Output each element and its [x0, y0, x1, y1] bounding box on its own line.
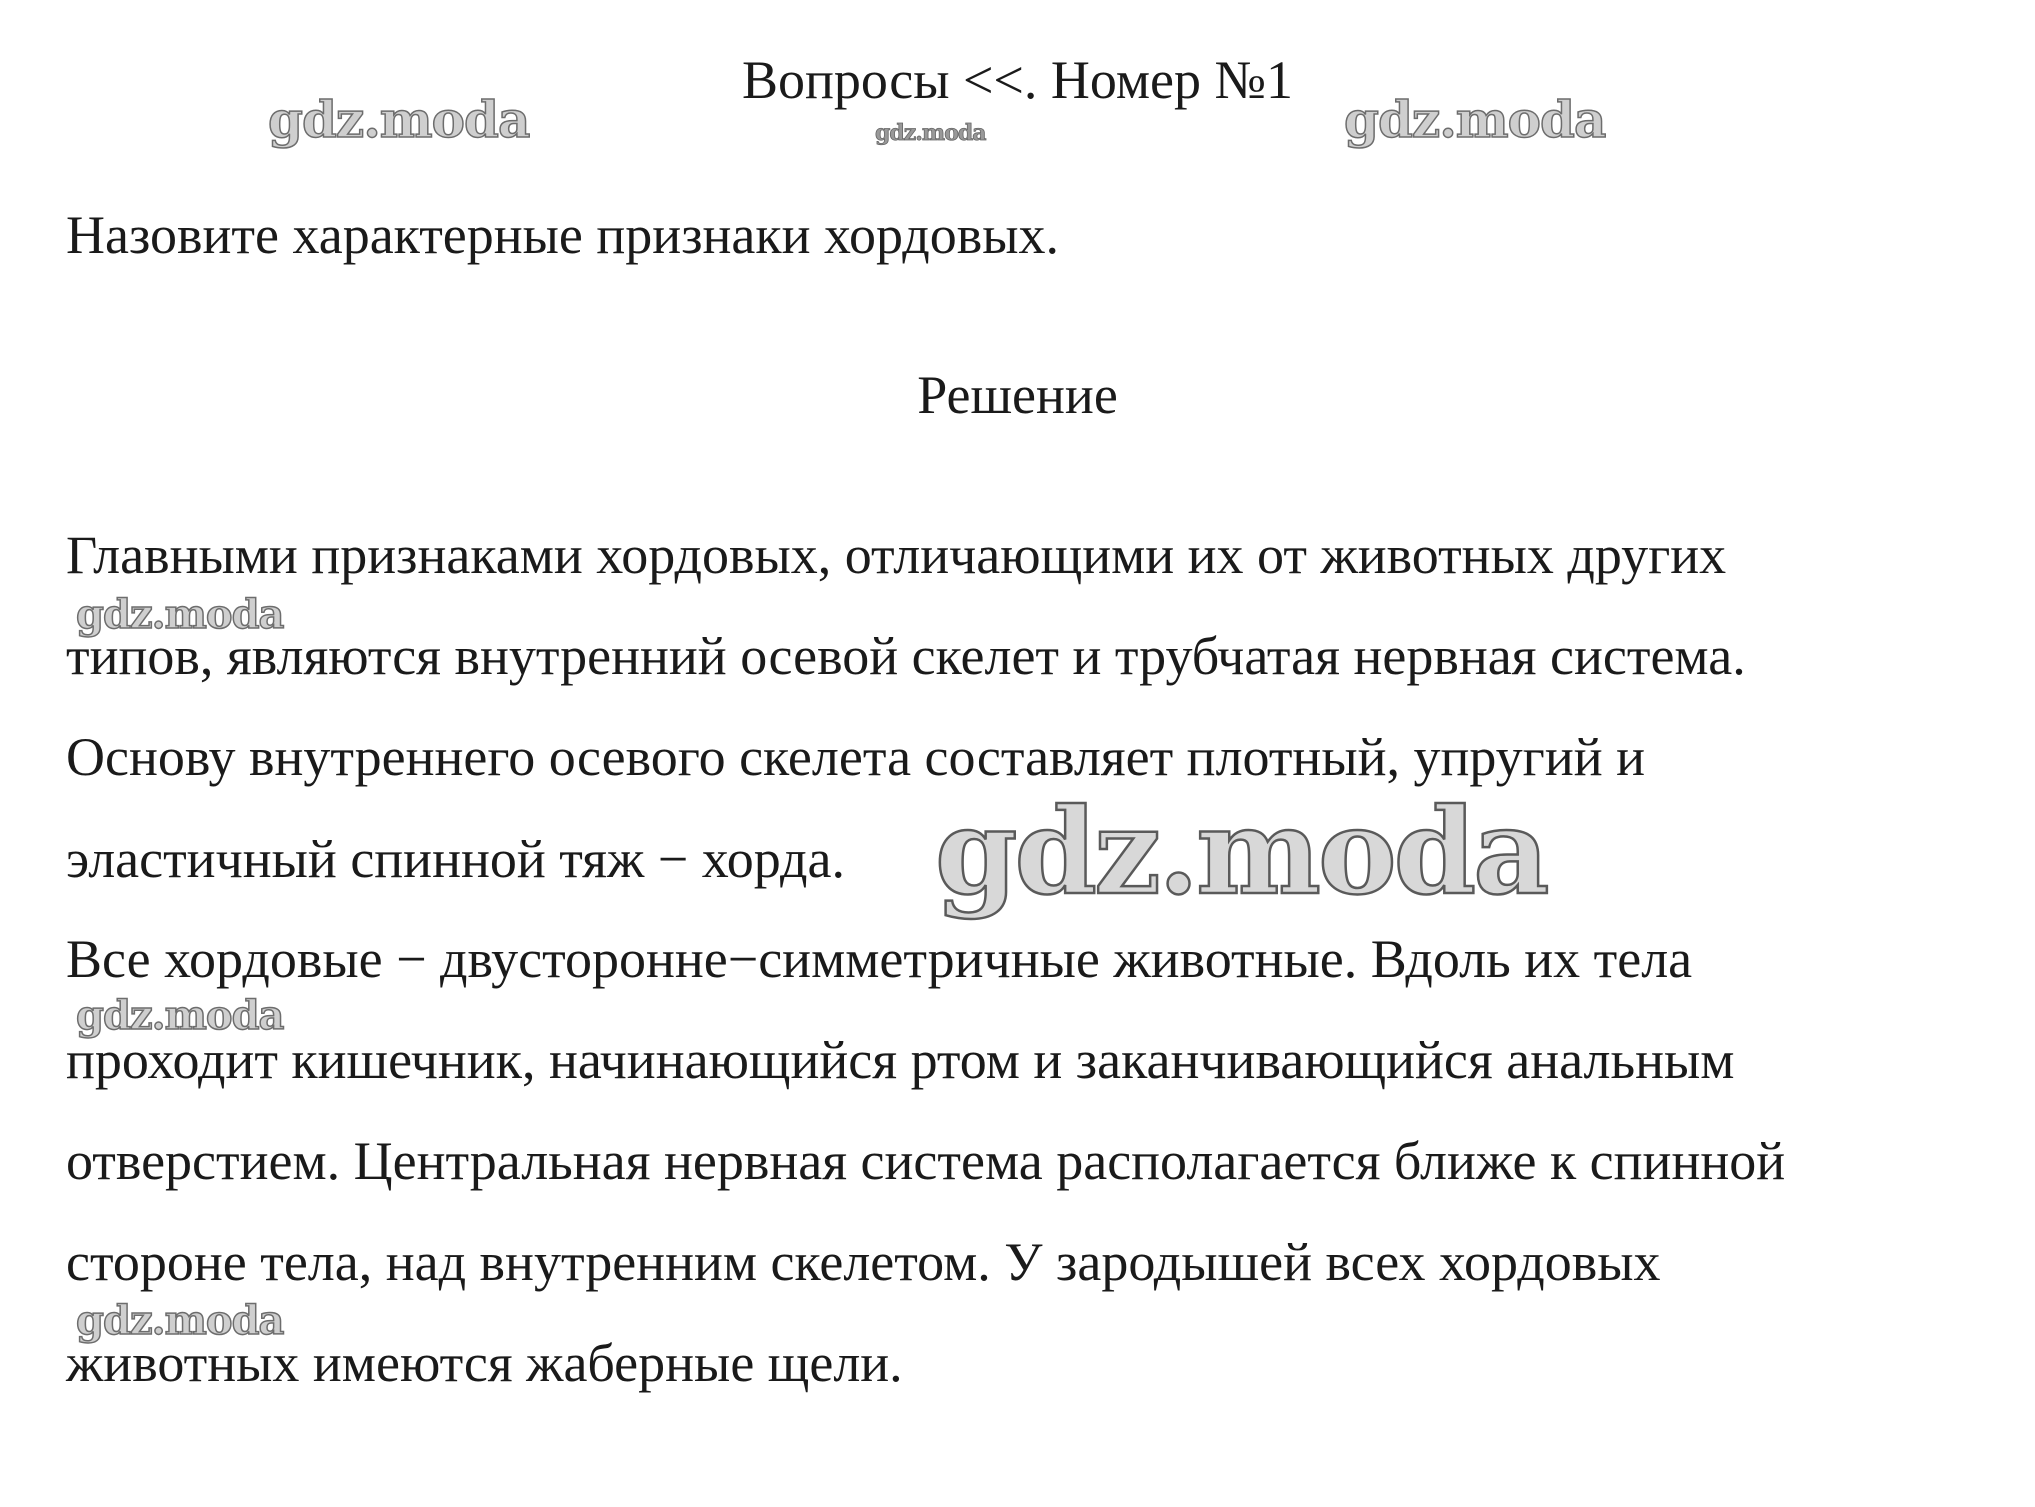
watermark-logo: gdz.moda: [875, 120, 986, 146]
solution-line-2: типов, являются внутренний осевой скелет и трубчатая нервная система.: [66, 626, 1746, 686]
page-title: Вопросы <<. Номер №1: [741, 50, 1294, 110]
solution-heading: Решение: [917, 365, 1118, 425]
watermark-logo: gdz.moda: [1344, 90, 1606, 149]
solution-line-9: животных имеются жаберные щели.: [66, 1333, 903, 1393]
watermark-logo: gdz.moda: [76, 1297, 284, 1344]
solution-line-5: Все хордовые − двусторонне−симметричные животные. Вдоль их тела: [66, 929, 1693, 989]
solution-line-7: отверстием. Центральная нервная система располагается ближе к спинной: [66, 1131, 1786, 1191]
watermark-logo: gdz.moda: [268, 90, 530, 149]
watermark-logo: gdz.moda: [76, 992, 284, 1039]
solution-line-4: эластичный спинной тяж − хорда.: [66, 829, 845, 889]
watermark-logo: gdz.moda: [76, 591, 284, 638]
question-text: Назовите характерные признаки хордовых.: [66, 205, 1060, 265]
solution-line-8: стороне тела, над внутренним скелетом. У зародышей всех хордовых: [66, 1232, 1661, 1292]
watermark-logo: gdz.moda: [935, 782, 1547, 921]
solution-line-6: проходит кишечник, начинающийся ртом и заканчивающийся анальным: [66, 1030, 1735, 1090]
solution-line-1: Главными признаками хордовых, отличающими их от животных других: [66, 525, 1727, 585]
solution-line-3: Основу внутреннего осевого скелета составляет плотный, упругий и: [66, 727, 1646, 787]
